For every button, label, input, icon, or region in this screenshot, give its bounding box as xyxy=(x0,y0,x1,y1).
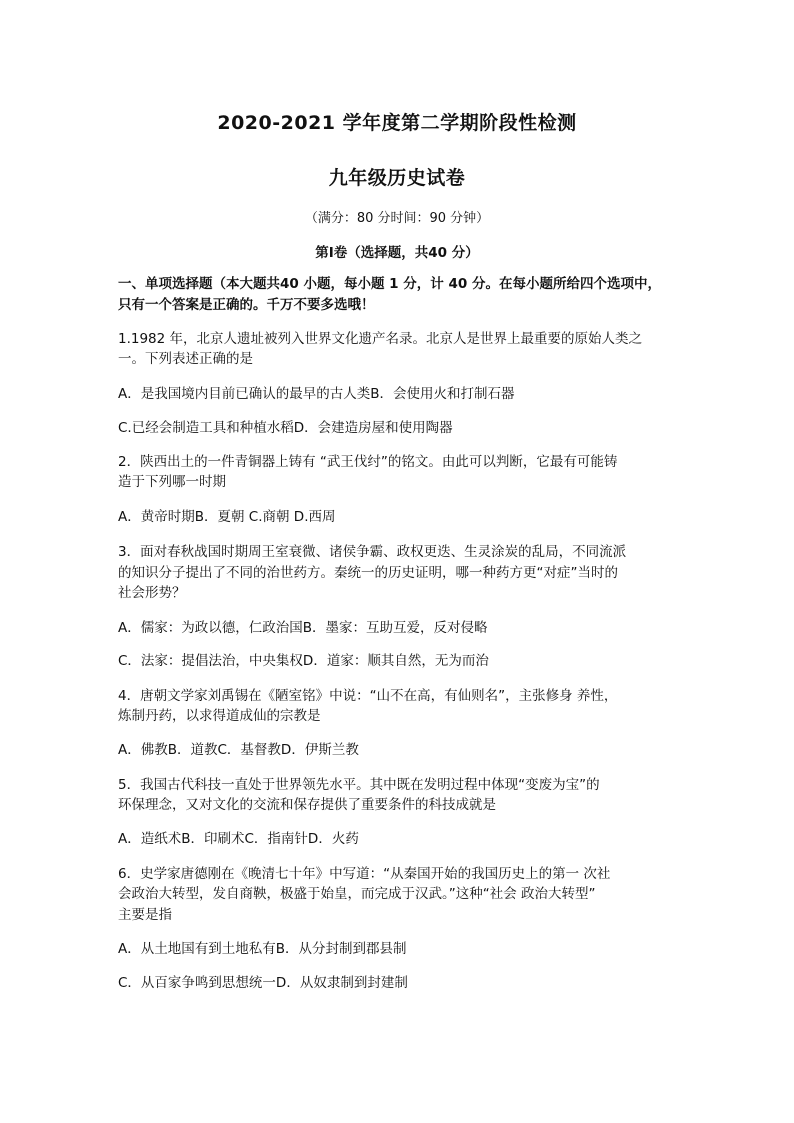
question-1-options-line-2: C.已经会制造工具和种植水稻D．会建造房屋和使用陶器 xyxy=(118,420,453,436)
instructions-line-1: 一、单项选择题（本大题共40 小题，每小题 1 分，计 40 分。在每小题所给四个选项中， xyxy=(118,276,661,292)
question-5-stem-line-2: 环保理念，又对文化的交流和保存提供了重要条件的科技成就是 xyxy=(118,797,496,813)
question-2-stem-line-1: 2．陕西出土的一件青铜器上铸有 “武王伐纣”的铭文。由此可以判断，它最有可能铸 xyxy=(118,454,618,470)
instructions-line-2: 只有一个答案是正确的。千万不要多选哦！ xyxy=(118,297,375,313)
question-1-stem-line-2: 一。下列表述正确的是 xyxy=(118,351,253,367)
question-2-stem-line-2: 造于下列哪一时期 xyxy=(118,474,226,490)
question-6-options-line-2: C．从百家争鸣到思想统一D．从奴隶制到封建制 xyxy=(118,975,408,991)
question-6-stem-line-2: 会政治大转型，发自商鞅，极盛于始皇，而完成于汉武。”这种“社会 政治大转型” xyxy=(118,886,596,902)
question-4-stem-line-2: 炼制丹药，以求得道成仙的宗教是 xyxy=(118,708,321,724)
question-3-options-line-2: C．法家：提倡法治，中央集权D．道家：顺其自然，无为而治 xyxy=(118,653,489,669)
question-5-stem-line-1: 5．我国古代科技一直处于世界领先水平。其中既在发明过程中体现“变废为宝”的 xyxy=(118,777,600,793)
question-5-options-line-1: A．造纸术B．印刷术C．指南针D．火药 xyxy=(118,831,359,847)
question-3-options-line-1: A．儒家：为政以德，仁政治国B．墨家：互助互爱，反对侵略 xyxy=(118,620,488,636)
question-3-stem-line-3: 社会形势？ xyxy=(118,585,186,601)
part-title: 第Ⅰ卷（选择题，共40 分） xyxy=(315,245,479,261)
score-time-info: （满分：80 分时间：90 分钟） xyxy=(304,211,490,226)
exam-subtitle: 九年级历史试卷 xyxy=(328,167,466,189)
question-2-options-line-1: A．黄帝时期B．夏朝 C.商朝 D.西周 xyxy=(118,509,336,525)
question-6-stem-line-1: 6．史学家唐德刚在《晚清七十年》中写道：“从秦国开始的我国历史上的第一 次社 xyxy=(118,866,611,882)
question-6-options-line-1: A．从土地国有到土地私有B．从分封制到郡县制 xyxy=(118,941,407,957)
question-1-stem-line-1: 1.1982 年，北京人遗址被列入世界文化遗产名录。北京人是世界上最重要的原始人类之 xyxy=(118,331,643,347)
question-4-options-line-1: A．佛教B．道教C．基督教D．伊斯兰教 xyxy=(118,742,359,758)
question-6-stem-line-3: 主要是指 xyxy=(118,907,172,923)
question-4-stem-line-1: 4．唐朝文学家刘禹锡在《陋室铭》中说：“山不在高，有仙则名”，主张修身 养性， xyxy=(118,688,618,704)
question-3-stem-line-1: 3．面对春秋战国时期周王室衰微、诸侯争霸、政权更迭、生灵涂炭的乱局，不同流派 xyxy=(118,544,627,560)
question-3-stem-line-2: 的知识分子提出了不同的治世药方。秦统一的历史证明，哪一种药方更“对症”当时的 xyxy=(118,565,618,581)
exam-title: 2020-2021 学年度第二学期阶段性检测 xyxy=(217,112,577,134)
question-1-options-line-1: A．是我国境内目前已确认的最早的古人类B．会使用火和打制石器 xyxy=(118,386,515,402)
